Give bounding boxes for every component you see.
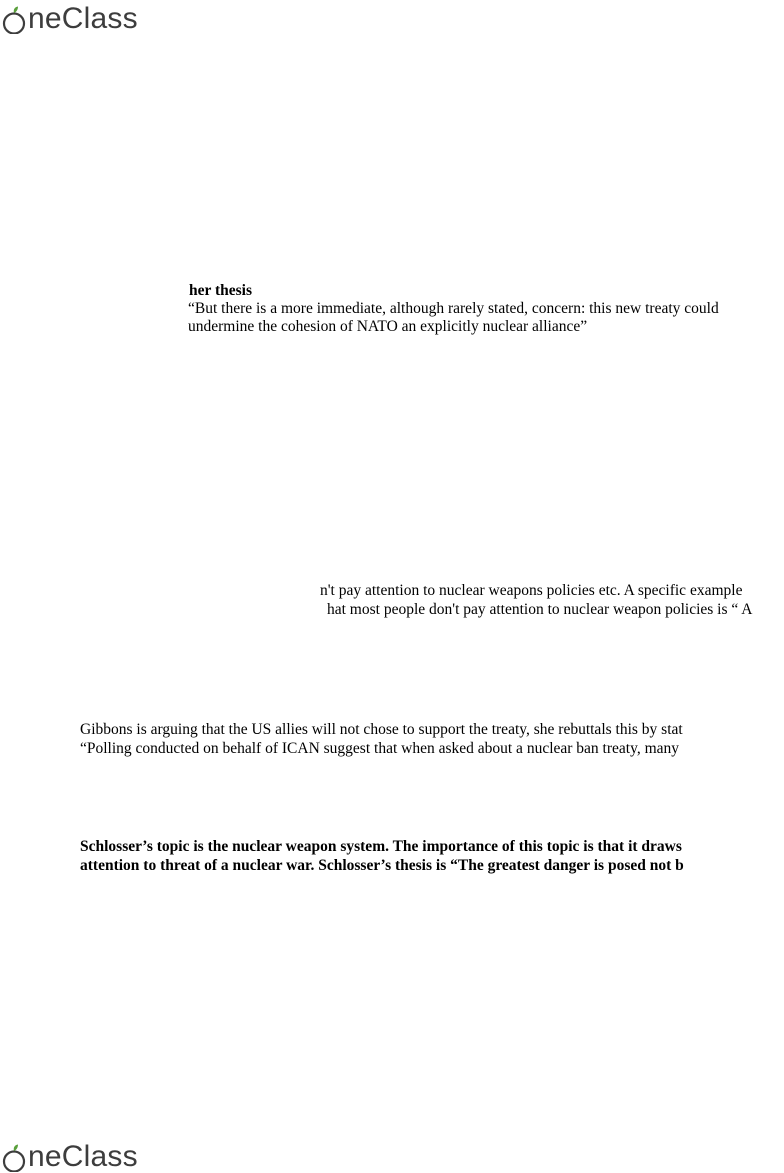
oneclass-logo-mark-icon [2,6,27,34]
oneclass-logo-top [2,0,138,34]
quote-line-2: undermine the cohesion of NATO an explicitly nuclear alliance” [188,318,588,335]
schlosser-line-1: Schlosser’s topic is the nuclear weapon system. The importance of this topic is that it draws [80,838,682,855]
attention-line-2: hat most people don't pay attention to nuclear weapon policies is “ A [327,601,753,618]
quote-line-1: “But there is a more immediate, although rarely stated, concern: this new treaty could [188,300,719,317]
gibbons-line-1: Gibbons is arguing that the US allies will not chose to support the treaty, she rebuttals this by stat [80,721,683,738]
oneclass-logo-mark-icon [2,1144,27,1172]
attention-line-1: n't pay attention to nuclear weapons policies etc. A specific example [320,582,743,599]
schlosser-line-2: attention to threat of a nuclear war. Schlosser’s thesis is “The greatest danger is posed not b [80,857,684,874]
oneclass-logo-bottom [2,1138,138,1172]
her-thesis-heading: her thesis [189,282,253,299]
gibbons-line-2: “Polling conducted on behalf of ICAN suggest that when asked about a nuclear ban treaty, many [80,740,680,757]
oneclass-logo-text: neClass [28,1140,138,1173]
oneclass-logo-text: neClass [28,2,138,35]
